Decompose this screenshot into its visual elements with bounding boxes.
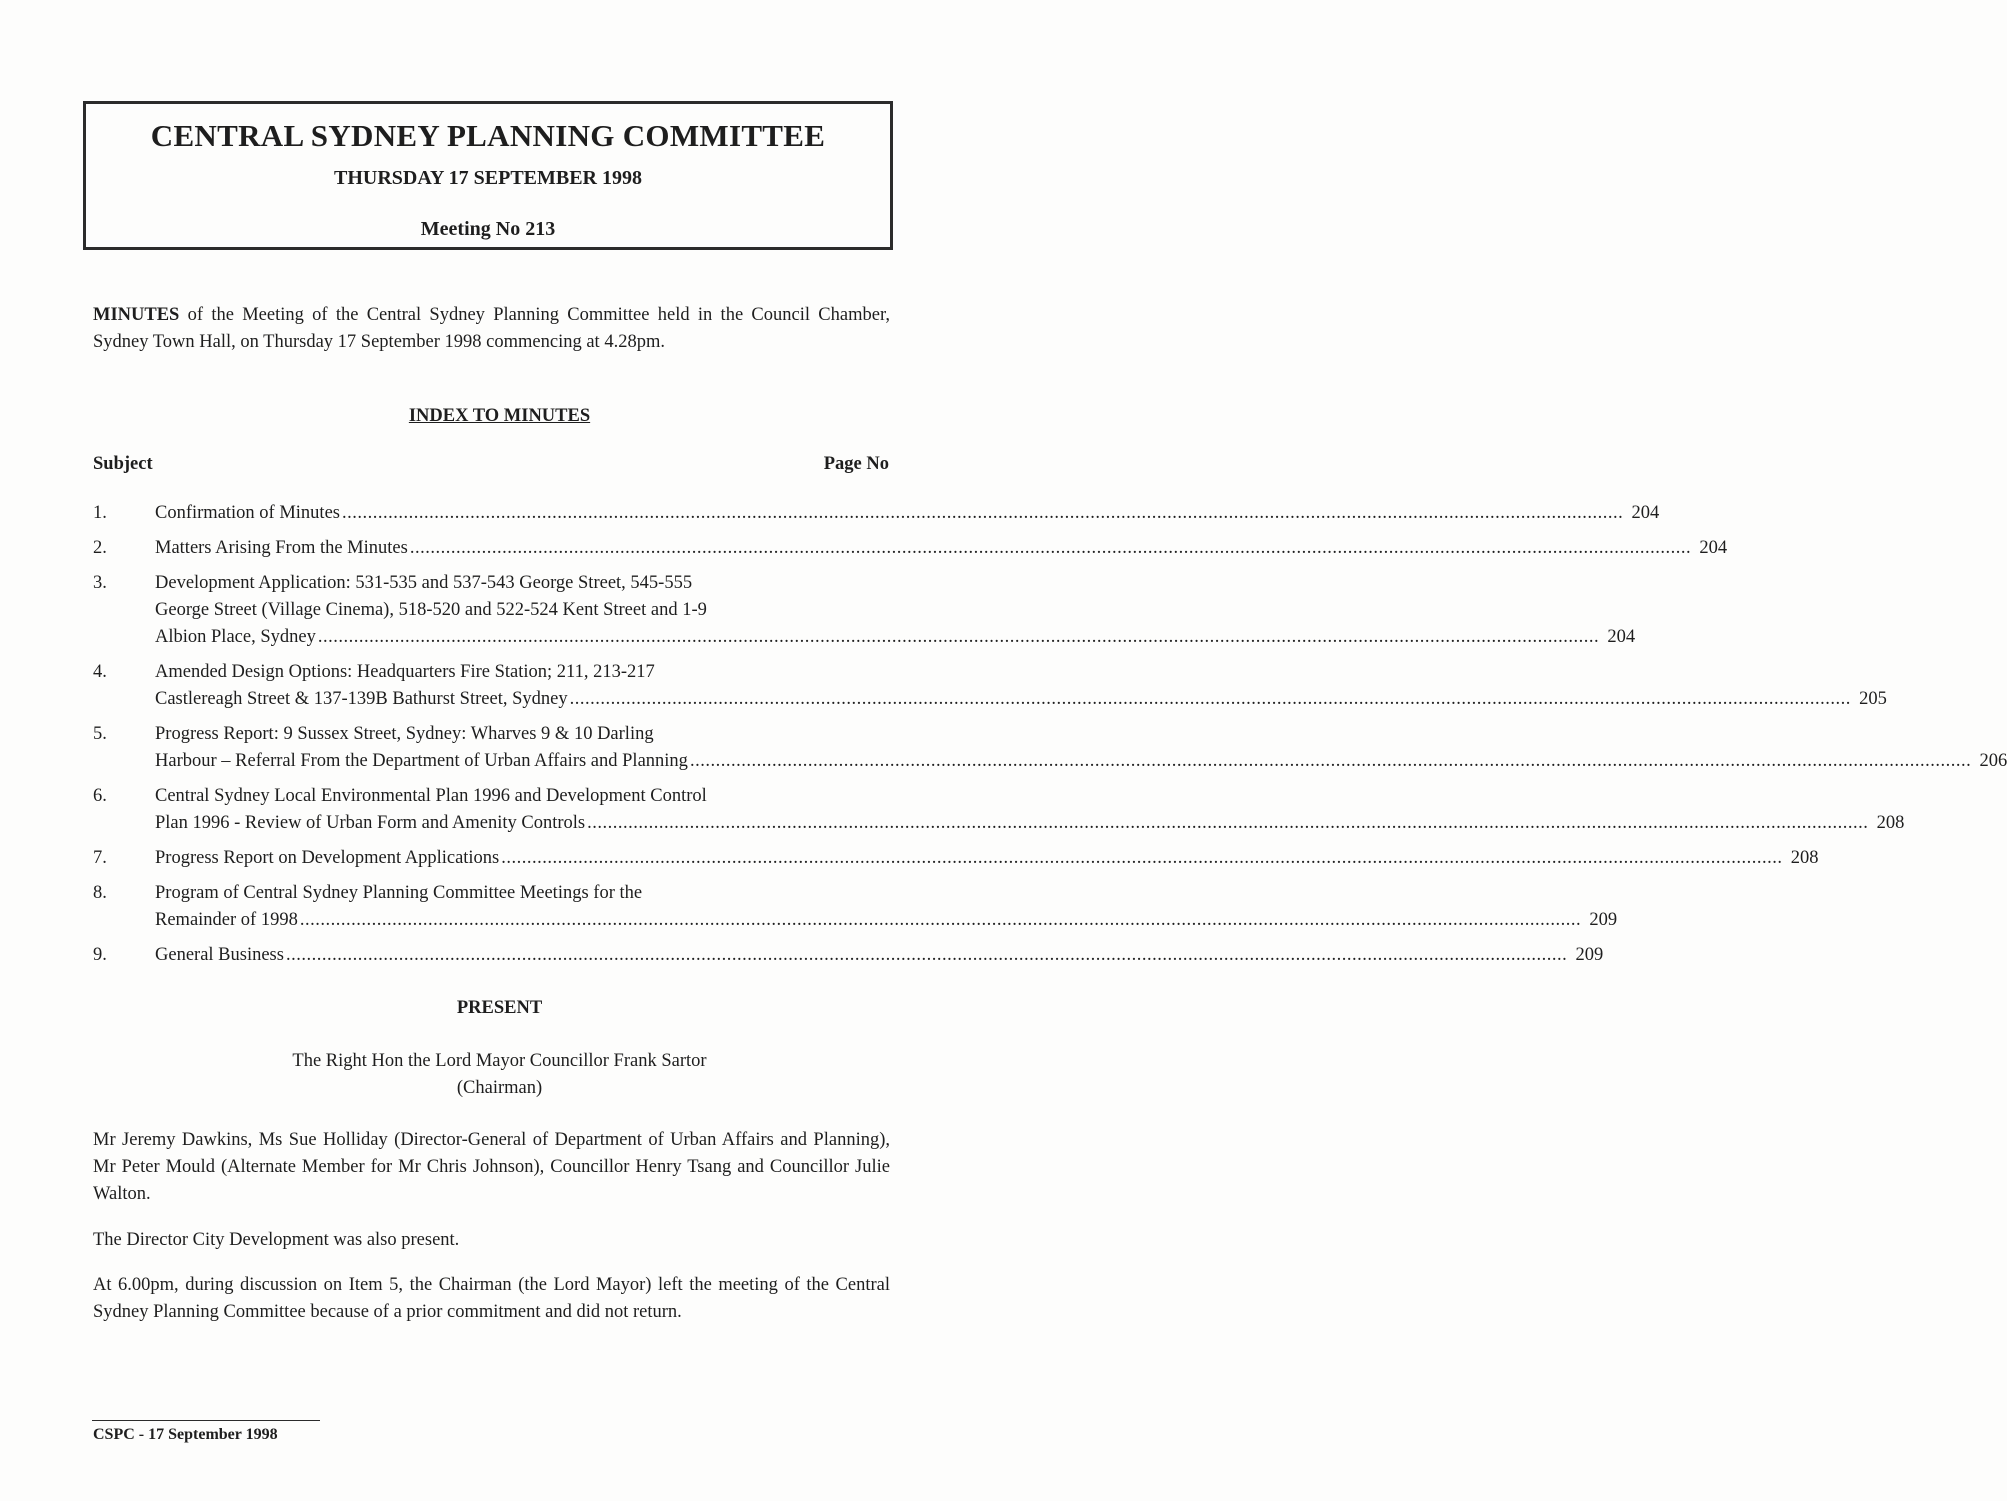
index-entry-subject bbox=[155, 880, 1617, 934]
intro-lead: MINUTES bbox=[93, 305, 180, 325]
meeting-number: Meeting No 213 bbox=[420, 218, 556, 240]
dot-leader bbox=[342, 500, 1623, 527]
chairman-block bbox=[0, 1048, 999, 1102]
index-entry-line: Castlereagh Street & 137-139B Bathurst Street, Sydney bbox=[155, 689, 568, 709]
index-entry-number: 3. bbox=[93, 573, 107, 593]
footer-rule bbox=[92, 1420, 320, 1421]
index-entry-line: Central Sydney Local Environmental Plan 1996 and Development Control bbox=[155, 786, 707, 806]
intro-paragraph bbox=[93, 302, 890, 356]
index-entry-line: Confirmation of Minutes bbox=[155, 503, 340, 523]
index-entry-subject bbox=[155, 570, 1635, 651]
footer-text: CSPC - 17 September 1998 bbox=[93, 1426, 278, 1443]
page-column-header: Page No bbox=[823, 454, 889, 474]
index-entry-number: 6. bbox=[93, 786, 107, 806]
title-box bbox=[83, 101, 893, 250]
index-entry bbox=[93, 721, 2007, 775]
subject-column-header: Subject bbox=[93, 454, 153, 474]
index-entry-line: Albion Place, Sydney bbox=[155, 627, 316, 647]
index-entry-page: 208 bbox=[1876, 813, 1905, 833]
dot-leader bbox=[286, 942, 1567, 969]
index-entry bbox=[93, 942, 1604, 969]
chairman-role: (Chairman) bbox=[456, 1078, 543, 1098]
committee-title: CENTRAL SYDNEY PLANNING COMMITTEE bbox=[150, 118, 826, 153]
index-entry-number: 9. bbox=[93, 945, 107, 965]
index-entry-subject bbox=[155, 535, 1727, 562]
index-entry-subject bbox=[155, 942, 1603, 969]
index-entry-number: 5. bbox=[93, 724, 107, 744]
index-entry-number: 1. bbox=[93, 503, 107, 523]
index-entry bbox=[93, 659, 1887, 713]
index-entry-line: Program of Central Sydney Planning Committee Meetings for the bbox=[155, 883, 643, 903]
index-entry bbox=[93, 783, 1905, 837]
dot-leader bbox=[318, 624, 1599, 651]
dot-leader bbox=[300, 907, 1581, 934]
index-entry-page: 208 bbox=[1790, 848, 1819, 868]
dot-leader bbox=[587, 810, 1868, 837]
index-entry-subject bbox=[155, 500, 1659, 527]
index-entry-number: 8. bbox=[93, 883, 107, 903]
index-entry-page: 204 bbox=[1699, 538, 1728, 558]
index-entry-line: Matters Arising From the Minutes bbox=[155, 538, 408, 558]
present-heading: PRESENT bbox=[456, 998, 543, 1018]
dot-leader bbox=[570, 686, 1851, 713]
index-entry-subject bbox=[155, 845, 1819, 872]
index-entry-page: 204 bbox=[1607, 627, 1636, 647]
index-entry-number: 2. bbox=[93, 538, 107, 558]
index-entry-line: Progress Report on Development Applications bbox=[155, 848, 500, 868]
members-paragraph: Mr Jeremy Dawkins, Ms Sue Holliday (Director-General of Department of Urban Affairs and Planning), Mr Peter Mould (Alternate Member for Mr Chris Johnson), Councillor Henry Tsang and Councillor Julie Walton. bbox=[93, 1130, 890, 1204]
index-entry-page: 205 bbox=[1859, 689, 1887, 709]
director-paragraph: The Director City Development was also present. bbox=[93, 1230, 460, 1250]
index-heading: INDEX TO MINUTES bbox=[408, 406, 591, 426]
index-entry-page: 206 bbox=[1979, 751, 2007, 771]
index-entry-subject bbox=[155, 721, 2007, 775]
departure-note: At 6.00pm, during discussion on Item 5, the Chairman (the Lord Mayor) left the meeting of the Central Sydney Planning Committee because of a prior commitment and did not return. bbox=[93, 1275, 890, 1322]
index-entry bbox=[93, 880, 1618, 934]
index-entry-subject bbox=[155, 783, 1904, 837]
index-entry bbox=[93, 570, 1636, 651]
intro-text: of the Meeting of the Central Sydney Planning Committee held in the Council Chamber, Sydney Town Hall, on Thursday 17 September 1998 commencing at 4.28pm. bbox=[93, 305, 890, 352]
index-entry-page: 204 bbox=[1631, 503, 1660, 523]
index-entry-line: George Street (Village Cinema), 518-520 and 522-524 Kent Street and 1-9 bbox=[155, 600, 707, 620]
dot-leader bbox=[690, 748, 1971, 775]
index-entry-page: 209 bbox=[1589, 910, 1618, 930]
index-entry bbox=[93, 535, 1728, 562]
index-entry-line: Harbour – Referral From the Department of Urban Affairs and Planning bbox=[155, 751, 688, 771]
meeting-date: THURSDAY 17 SEPTEMBER 1998 bbox=[333, 167, 643, 189]
index-list bbox=[93, 500, 2007, 977]
dot-leader bbox=[501, 845, 1782, 872]
index-entry-number: 7. bbox=[93, 848, 107, 868]
index-entry-line: Amended Design Options: Headquarters Fire Station; 211, 213-217 bbox=[155, 662, 655, 682]
dot-leader bbox=[410, 535, 1691, 562]
index-entry bbox=[93, 845, 1819, 872]
index-entry-line: Development Application: 531-535 and 537-543 George Street, 545-555 bbox=[155, 573, 693, 593]
index-entry-number: 4. bbox=[93, 662, 107, 682]
index-entry bbox=[93, 500, 1660, 527]
index-entry-line: Remainder of 1998 bbox=[155, 910, 298, 930]
index-entry-subject bbox=[155, 659, 1887, 713]
index-entry-page: 209 bbox=[1575, 945, 1604, 965]
index-entry-line: Progress Report: 9 Sussex Street, Sydney: Wharves 9 & 10 Darling bbox=[155, 724, 654, 744]
index-entry-line: General Business bbox=[155, 945, 284, 965]
chairman-name: The Right Hon the Lord Mayor Councillor Frank Sartor bbox=[292, 1051, 707, 1071]
index-entry-line: Plan 1996 - Review of Urban Form and Amenity Controls bbox=[155, 813, 586, 833]
